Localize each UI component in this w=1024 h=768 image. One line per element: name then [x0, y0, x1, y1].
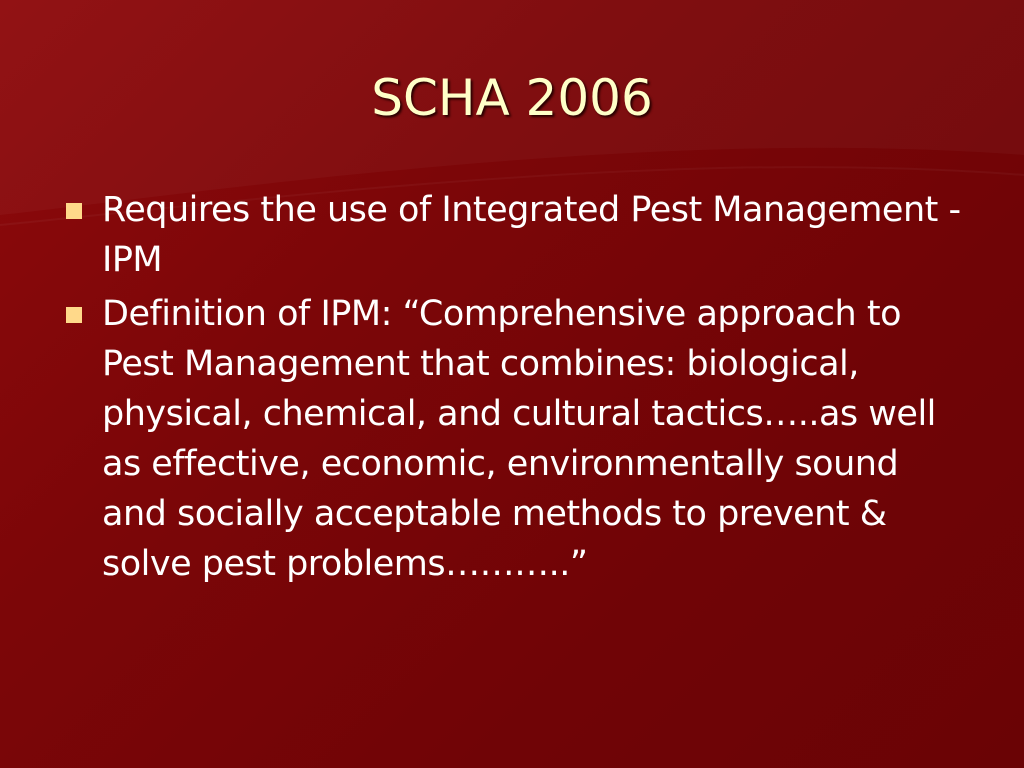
- square-bullet-icon: [66, 203, 82, 219]
- square-bullet-icon: [66, 307, 82, 323]
- bullet-item-ipm-definition: [64, 289, 964, 589]
- bullet-text: Definition of IPM: “Comprehensive approach to Pest Management that combines: biological, physical, chemical, and cultural tactics…..as well as effective, economic, environmentally sound and socially acceptable methods to prevent & solve pest problems………..”: [102, 294, 936, 584]
- bullet-list: [64, 185, 964, 593]
- slide-title: SCHA 2006: [371, 69, 653, 127]
- bullet-item-ipm-requirement: [64, 185, 964, 285]
- bullet-text: Requires the use of Integrated Pest Management -IPM: [102, 190, 961, 280]
